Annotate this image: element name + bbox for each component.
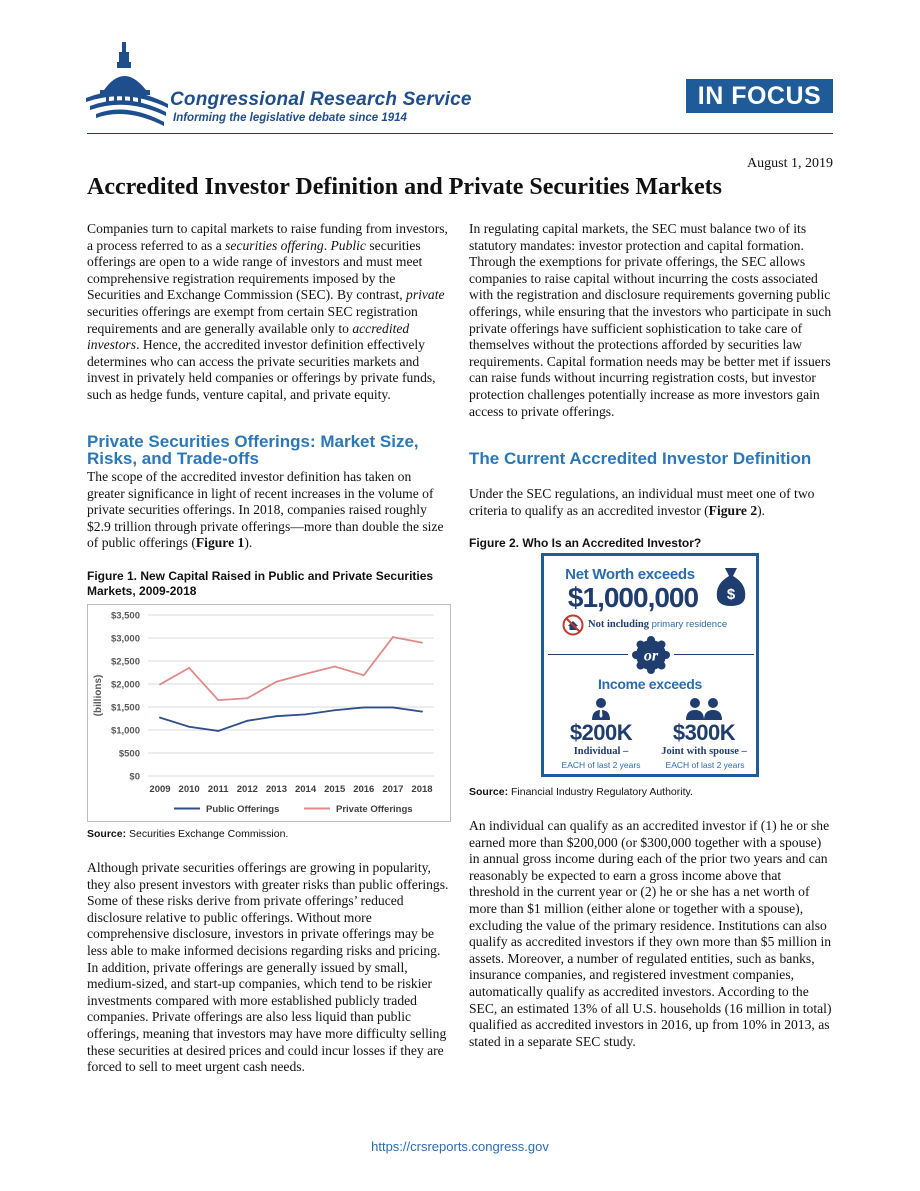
no-house-icon — [562, 614, 584, 636]
header-divider — [87, 133, 833, 134]
figure1-chart — [87, 604, 451, 822]
legend-label: Private Offerings — [336, 804, 413, 815]
joint-sub: EACH of last 2 years — [665, 760, 745, 770]
not-including-note — [588, 619, 727, 630]
net-worth-label: Net Worth exceeds — [565, 566, 695, 583]
y-tick-label: $3,000 — [110, 633, 140, 645]
italic-term: private — [406, 287, 445, 303]
not-including-bold: Not including — [588, 619, 649, 630]
definition-paragraph — [469, 486, 833, 519]
money-bag-icon — [713, 564, 749, 608]
figure2-infographic — [541, 553, 759, 777]
series-line-private-offerings — [160, 637, 422, 700]
income-label: Income exceeds — [598, 676, 702, 692]
x-tick-label: 2014 — [294, 784, 317, 795]
data-point — [188, 726, 190, 728]
x-tick-label: 2013 — [265, 784, 288, 795]
or-text: or — [643, 647, 659, 665]
text-run: Companies turn to capital markets to raise funding from investors, a process referred to as a — [87, 221, 448, 253]
italic-term: securities offering — [225, 237, 324, 253]
text-run: An individual can qualify as an accredited investor if (1) he or she earned more than $200,000 (or $300,000 together with a spouse) in annual gross income during each of the prior two years and can reasonably be expected to earn a gross income above that threshold in the current year or (2) he or she has a net worth of more than $1 million (either alone or together with a spouse), excluding the value of the primary residence. Institutions can also qualify as accredited investors if they own more than $5 million in assets. Moreover, a number of regulated entities, such as banks, insurance companies, and registered investment companies, automatically qualify as accredited investors. According to the SEC, an estimated 13% of all U.S. households (16 million in total) qualified as accredited investors in 2016, up from 10% in 2013, as stated in a separate SEC study. — [469, 818, 832, 1049]
text-run: The scope of the accredited investor definition has taken on greater significance in light of recent increases in the volume of private securities offerings. In 2018, companies raised roughly $2.9 trillion through private offerings—more than double the size of public offerings ( — [87, 469, 444, 551]
section-definition-heading-wrap — [469, 450, 833, 467]
bold-reference: Figure 1 — [195, 535, 245, 551]
y-tick-label: $1,000 — [110, 725, 140, 737]
x-tick-label: 2016 — [353, 784, 375, 795]
joint-label: Joint with spouse – — [661, 746, 747, 757]
data-point — [246, 720, 248, 722]
data-point — [276, 681, 278, 683]
text-run: In regulating capital markets, the SEC must balance two of its statutory mandates: investor protection and capital formation. Through the exemptions for private offerings, the SEC allows companies to raise capital without incurring the costs associated with the registration and disclosure requirements governing public offerings, while ensuring that the investors who participate in such private offerings have sufficient sophistication to take care of themselves without the protections afforded by securities law requirements. Capital formation needs may be better met if issuers can raise funds without incurring registration costs, but investor protection challenges potentially increase as more investors gain access to private offerings. — [469, 221, 832, 419]
dollar-symbol: $ — [726, 586, 736, 603]
series-line-public-offerings — [160, 707, 422, 730]
data-point — [421, 642, 423, 644]
data-point — [246, 697, 248, 699]
data-point — [188, 667, 190, 669]
org-name: Congressional Research Service — [170, 89, 472, 110]
figure2-source — [469, 786, 693, 798]
y-axis-label: (billions) — [93, 674, 104, 717]
x-tick-label: 2015 — [324, 784, 346, 795]
individual-amount: $200K — [569, 720, 633, 745]
divider-left — [548, 654, 628, 655]
divider-right — [674, 654, 754, 655]
source-text: Securities Exchange Commission. — [126, 828, 289, 840]
data-point — [305, 673, 307, 675]
text-run: securities offerings are open to a wide range of investors and must meet comprehensive registration requirements imposed by the Securities and Exchange Commission (SEC). By contrast, — [87, 237, 423, 303]
section-heading: The Current Accredited Investor Definition — [469, 449, 812, 468]
italic-term: Public — [330, 237, 366, 253]
capitol-dome-icon — [86, 42, 168, 130]
y-tick-label: $3,500 — [110, 610, 140, 622]
x-tick-label: 2018 — [411, 784, 433, 795]
bold-reference: Figure 2 — [708, 502, 758, 518]
data-point — [217, 730, 219, 732]
text-run: securities offerings are exempt from certain SEC registration requirements and are generally available only to — [87, 303, 418, 336]
y-tick-label: $500 — [118, 748, 140, 760]
data-point — [392, 636, 394, 638]
individual-sub: EACH of last 2 years — [561, 760, 641, 770]
source-text: Financial Industry Regulatory Authority. — [508, 786, 693, 798]
figure1-source — [87, 828, 288, 840]
text-run: Although private securities offerings are growing in popularity, they also present investors with greater risks than public offerings. Some of these risks derive from private offerings’ reduced disclosure relative to public offerings. Without more comprehensive disclosure, investors in private offerings may be less able to make informed decisions regarding risks and pricing. In addition, private offerings are generally issued by small, medium-sized, and start-up companies, which tend to be riskier investments compared with more established publicly traded companies. Private offerings are also less liquid than public offerings, meaning that investors may have more difficulty selling these securities at desired prices and could incur losses if they are forced to sell to meet urgent cash needs. — [87, 860, 449, 1075]
x-tick-label: 2012 — [236, 784, 258, 795]
y-tick-label: $0 — [129, 771, 140, 783]
legend-label: Public Offerings — [206, 804, 280, 815]
section-heading: Private Securities Offerings: Market Size, Risks, and Trade-offs — [87, 432, 419, 468]
source-label: Source: — [469, 786, 509, 798]
couple-icon — [686, 697, 722, 721]
data-point — [392, 707, 394, 709]
or-badge — [632, 636, 670, 674]
data-point — [334, 666, 336, 668]
data-point — [305, 713, 307, 715]
x-tick-label: 2011 — [207, 784, 229, 795]
not-including-rest: primary residence — [648, 619, 728, 630]
page-title: Accredited Investor Definition and Private Securities Markets — [87, 174, 723, 200]
text-run: . — [323, 237, 331, 253]
data-point — [363, 707, 365, 709]
data-point — [276, 715, 278, 717]
data-point — [159, 717, 161, 719]
x-tick-label: 2010 — [178, 784, 200, 795]
text-run: . Hence, the accredited investor definition effectively determines who can access the private securities markets and invest in privately held companies or offerings by private funds, such as hedge funds, venture capital, and private equity. — [87, 337, 436, 402]
net-worth-value: $1,000,000 — [567, 582, 699, 613]
y-tick-label: $2,000 — [110, 679, 140, 691]
data-point — [159, 684, 161, 686]
figure2-caption: Figure 2. Who Is an Accredited Investor? — [469, 536, 702, 550]
in-focus-badge: IN FOCUS — [686, 79, 833, 113]
text-run: ). — [757, 502, 766, 518]
sec-balance-paragraph — [469, 221, 833, 420]
publication-date: August 1, 2019 — [747, 156, 833, 171]
org-tagline: Informing the legislative debate since 1914 — [173, 112, 407, 124]
x-tick-label: 2009 — [149, 784, 171, 795]
crs-logo — [86, 42, 168, 130]
section-risks-heading-wrap — [87, 433, 451, 467]
footer-url[interactable]: https://crsreports.congress.gov — [371, 1139, 549, 1154]
y-tick-label: $1,500 — [110, 702, 140, 714]
market-size-paragraph — [87, 469, 451, 552]
y-tick-label: $2,500 — [110, 656, 140, 668]
person-icon — [590, 697, 612, 721]
individual-label: Individual – — [573, 746, 629, 757]
data-point — [363, 674, 365, 676]
text-run: ). — [244, 535, 253, 551]
joint-amount: $300K — [672, 720, 736, 745]
qualification-paragraph — [469, 818, 833, 1050]
source-label: Source: — [87, 828, 127, 840]
data-point — [421, 711, 423, 713]
line-chart — [88, 605, 450, 821]
data-point — [217, 699, 219, 701]
text-run: Under the SEC regulations, an individual must meet one of two criteria to qualify as an accredited investor ( — [469, 486, 815, 518]
figure1-caption: Figure 1. New Capital Raised in Public and Private Securities Markets, 2009-2018 — [87, 569, 434, 598]
data-point — [334, 709, 336, 711]
x-tick-label: 2017 — [382, 784, 404, 795]
italic-term: accredited investors — [87, 320, 410, 353]
intro-paragraph — [87, 221, 451, 404]
risks-paragraph — [87, 860, 451, 1076]
